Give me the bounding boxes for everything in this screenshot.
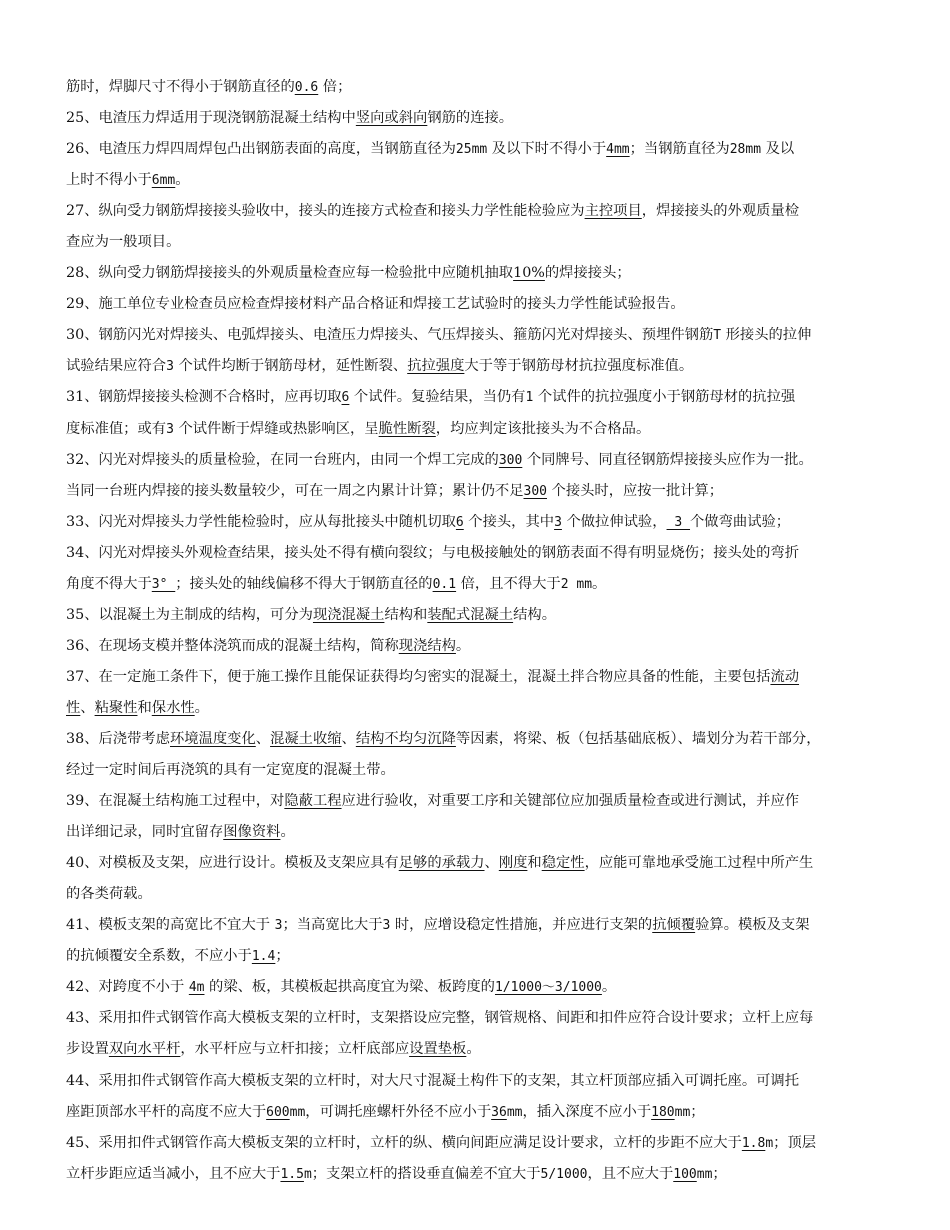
underlined-answer: 环境温度变化 [169,730,256,747]
text-segment: ； [712,1165,727,1182]
text-segment: ，焊接接头的外观质量检 [641,203,800,220]
text-segment: 28、纵向受力钢筋焊接接头的外观质量检查应每一检验批中应随机抽取 [66,265,514,282]
text-line [66,72,886,103]
text-segment: 步设置 [66,1041,109,1058]
text-segment: 26、电渣压力焊四周焊包凸出钢筋表面的高度，当钢筋直径为 [66,141,456,158]
text-segment: 等因素，将梁、板（包括基础底板）、墙划分为若干部分， [455,730,821,747]
text-line [66,320,886,351]
underlined-answer: 脆性断裂 [378,420,436,437]
underlined-answer: 竖向或斜向 [355,110,428,127]
text-segment: 试验结果应符合 [66,358,167,375]
text-segment: 37、在一定施工条件下，便于施工操作且能保证获得均匀密实的混凝土，混凝土拌合物应具备的性能，主要包括 [66,668,771,685]
text-segment: 筋时，焊脚尺寸不得小于钢筋直径的 [66,79,295,95]
underlined-answer: 主控项目 [584,203,642,220]
text-segment: 个同牌号、同直径钢筋焊接接头应作为一批。 [522,451,813,468]
text-segment: mm [506,1104,523,1120]
text-segment: ，且不应大于 [587,1165,674,1182]
text-segment: 个做弯曲试验； [690,513,791,530]
text-segment: 个接头，其中 [463,513,555,530]
text-segment: 大于等于钢筋母材抗拉强度标准值。 [464,358,694,375]
underlined-answer: 100 [673,1166,697,1182]
text-segment: m [765,1135,774,1151]
underlined-answer: 保水性 [151,699,195,716]
text-line [66,848,886,879]
text-segment: 43、采用扣件式钢管作高大模板支架的立杆时，支架搭设应完整，钢管规格、间距和扣件应符合设计要求；立杆上应每 [66,1010,814,1027]
text-line [66,445,886,476]
text-segment: 钢筋的连接。 [427,110,514,127]
text-segment: T [713,328,722,344]
text-segment: 出详细记录，同时宜留存 [66,824,224,841]
text-segment: 和 [527,855,542,872]
text-segment: 角度不得大于 [66,575,152,592]
underlined-answer: 6 [455,514,464,530]
text-segment: 形接头的拉伸 [721,327,812,344]
text-line [66,724,886,755]
underlined-answer: 0.1 [432,576,457,592]
underlined-answer: 4m [188,980,205,996]
underlined-answer: 300 [498,452,523,468]
text-segment: ； [690,1103,705,1120]
text-line [66,134,886,165]
underlined-answer: 3 [554,514,562,530]
text-segment: ；顶层 [773,1134,817,1151]
text-line [66,786,886,817]
text-segment: 立杆步距应适当减小，且不应大于 [66,1165,281,1182]
text-segment: 。 [601,979,617,996]
underlined-answer: 180 [651,1104,675,1120]
text-line [66,227,886,258]
text-segment: 。 [194,699,209,716]
underlined-answer: 3° [151,576,176,592]
document-page [66,72,886,1190]
underlined-answer: 流动 [770,668,800,685]
underlined-answer: 300 [523,483,547,499]
text-segment: 39、在混凝土结构施工过程中，对 [66,793,285,810]
text-segment: 38、后浇带考虑 [66,730,170,747]
text-line [66,538,886,569]
underlined-answer: 600 [266,1104,290,1120]
text-segment: 结构和 [384,606,428,623]
text-segment: 。 [280,824,295,841]
text-segment: 30、钢筋闪光对焊接头、电弧焊接头、电渣压力焊接头、气压焊接头、箍筋闪光对焊接头、预埋件钢筋 [66,327,714,344]
underlined-answer: 双向水平杆 [108,1041,181,1058]
text-segment: 36、在现场支模并整体浇筑而成的混凝土结构，简称 [66,637,399,654]
text-segment: 结构。 [513,606,556,623]
text-segment: ，水平杆应与立杆扣接；立杆底部应 [180,1041,410,1058]
text-line [66,569,886,600]
text-segment: mm [696,1166,713,1182]
text-segment: 28mm [729,142,762,158]
text-segment: 个试件。复验结果，当仍有 [349,389,526,406]
text-line [66,1097,886,1128]
text-line [66,382,886,413]
text-segment: mm [289,1104,306,1120]
underlined-answer: 足够的承载力 [398,855,485,872]
underlined-answer: 装配式混凝土 [427,606,514,623]
underlined-answer: 稳定性 [541,855,585,872]
underlined-answer: 1.4 [251,949,276,965]
text-segment: 。 [175,172,190,189]
text-segment: 。 [466,1041,481,1058]
text-line [66,817,886,848]
underlined-answer: 3 [666,514,691,530]
text-segment: 35、以混凝土为主制成的结构，可分为 [66,606,313,623]
text-segment: ，均应判定该批接头为不合格品。 [435,420,651,437]
text-segment: 时，应增设稳定性措施，并应进行支架的 [390,917,653,934]
text-segment: 查应为一般项目。 [66,234,181,251]
underlined-answer: 6mm [151,173,176,189]
text-segment: 3 [166,421,174,437]
text-segment: 验算。模板及支架 [695,917,810,934]
text-line [66,600,886,631]
text-segment: 2 mm [560,576,593,592]
text-line [66,755,886,786]
text-segment: ；支架立杆的搭设垂直偏差不宜大于 [311,1165,541,1182]
text-line [66,693,886,724]
text-line [66,1159,886,1190]
text-segment: 经过一定时间后再浇筑的具有一定宽度的混凝土带。 [66,762,395,779]
text-line [66,972,886,1003]
text-line [66,1003,886,1034]
underlined-answer: 图像资料 [223,824,281,841]
text-segment: 个试件的抗拉强度小于钢筋母材的抗拉强 [533,389,796,406]
text-segment: 、 [255,730,271,747]
text-segment: 当同一台班内焊接的接头数量较少，可在一周之内累计计算；累计仍不足 [66,482,524,499]
text-line [66,414,886,445]
underlined-answer: 6 [341,390,350,406]
text-line [66,476,886,507]
text-segment: 、 [484,855,499,872]
text-segment: 、 [341,730,356,747]
text-line [66,351,886,382]
underlined-answer: 1.5 [280,1166,304,1182]
underlined-answer: 刚度 [498,855,528,872]
underlined-answer: 0.6 [294,80,319,95]
text-line [66,196,886,227]
text-segment: 40、对模板及支架，应进行设计。模板及支架应具有 [66,855,399,872]
text-segment: 、 [80,699,95,716]
text-segment: 个接头时，应按一批计算； [546,482,724,499]
text-line [66,289,886,320]
text-segment: 1 [525,390,534,406]
text-line [66,258,886,289]
text-segment: 42、对跨度不小于 [66,979,189,996]
text-segment: ；当高宽比大于 [282,917,383,934]
text-line [66,1034,886,1065]
text-segment: 。 [592,575,607,592]
underlined-answer: 设置垫板 [409,1041,467,1058]
underlined-answer: 结构不均匀沉降 [355,730,456,747]
underlined-answer: 混凝土收缩 [270,730,342,747]
text-segment: 个试件断于焊缝或热影响区，呈 [173,420,379,437]
text-line [66,507,886,538]
text-segment: ；当钢筋直径为 [629,141,730,158]
text-segment: 3 [274,918,283,934]
text-segment: 29、施工单位专业检查员应检查焊接材料产品合格证和焊接工艺试验时的接头力学性能试验报告。 [66,296,685,313]
text-segment: ；接头处的轴线偏移不得大于钢筋直径的 [175,575,433,592]
text-line [66,631,886,662]
underlined-answer: 1.8 [741,1135,766,1151]
text-segment: 3 [166,359,174,375]
text-line [66,1128,886,1159]
text-segment: 45、采用扣件式钢管作高大模板支架的立杆时，立杆的纵、横向间距应满足设计要求，立杆的步距不应大于 [66,1134,742,1151]
text-line [66,1066,886,1097]
underlined-answer: 现浇结构 [398,637,456,654]
text-segment: 3 [382,918,391,934]
text-segment: 倍； [318,79,352,95]
text-segment: 5/1000 [540,1166,588,1182]
text-segment: 33、闪光对焊接头力学性能检验时，应从每批接头中随机切取 [66,513,456,530]
underlined-answer: 抗拉强度 [407,358,465,375]
text-line [66,103,886,134]
text-segment: 个做拉伸试验， [561,513,667,530]
underlined-answer: 抗倾覆 [652,917,696,934]
text-line [66,662,886,693]
underlined-answer: 10% [513,265,545,282]
underlined-answer: 隐蔽工程 [284,793,342,810]
text-segment: 和 [137,699,152,716]
text-segment: ，应能可靠地承受施工过程中所产生 [584,855,814,872]
text-segment: ，插入深度不应小于 [522,1103,652,1120]
text-segment: 的梁、板，其模板起拱高度宜为梁、板跨度的 [204,979,495,996]
text-segment: 31、钢筋焊接接头检测不合格时，应再切取 [66,389,342,406]
underlined-answer: 1/1000～3/1000 [494,980,602,996]
underlined-answer: 36 [491,1104,507,1120]
text-segment: 34、闪光对焊接头外观检查结果，接头处不得有横向裂纹；与电极接触处的钢筋表面不得有明显烧伤；接头处的弯折 [66,544,800,561]
text-segment: ，可调托座螺杆外径不应小于 [305,1103,492,1120]
text-segment: 个试件均断于钢筋母材，延性断裂、 [173,358,408,375]
text-segment: 及以 [761,141,795,158]
text-segment: 的焊接接头； [544,265,631,282]
text-segment: 及以下时不得小于 [487,141,607,158]
text-segment: m [303,1166,312,1182]
text-segment: 27、纵向受力钢筋焊接接头验收中，接头的连接方式检查和接头力学性能检验应为 [66,203,585,220]
text-segment: 座距顶部水平杆的高度不应大于 [66,1103,267,1120]
text-segment: 倍，且不得大于 [456,575,561,592]
text-segment: 32、闪光对焊接头的质量检验，在同一台班内，由同一个焊工完成的 [66,451,499,468]
text-segment: 25mm [455,142,488,158]
text-segment: 44、采用扣件式钢管作高大模板支架的立杆时，对大尺寸混凝土构件下的支架，其立杆顶部应插入可调托座。可调托 [66,1072,800,1089]
text-line [66,941,886,972]
text-segment: 的抗倾覆安全系数，不应小于 [66,948,252,965]
text-segment: ； [275,948,290,965]
text-segment: 度标准值；或有 [66,420,167,437]
text-line [66,910,886,941]
text-line [66,879,886,910]
text-segment: 25、电渣压力焊适用于现浇钢筋混凝土结构中 [66,110,356,127]
text-segment: 41、模板支架的高宽比不宜大于 [66,917,275,934]
underlined-answer: 4mm [606,142,630,158]
text-segment: 。 [455,637,471,654]
text-segment: 的各类荷载。 [66,886,152,903]
underlined-answer: 现浇混凝土 [312,606,385,623]
text-segment: 应进行验收，对重要工序和关键部位应加强质量检查或进行测试，并应作 [341,793,800,810]
underlined-answer: 粘聚性 [94,699,138,716]
text-segment: mm [674,1104,691,1120]
text-segment: 上时不得小于 [66,172,152,189]
underlined-answer: 性 [66,699,81,716]
text-line [66,165,886,196]
